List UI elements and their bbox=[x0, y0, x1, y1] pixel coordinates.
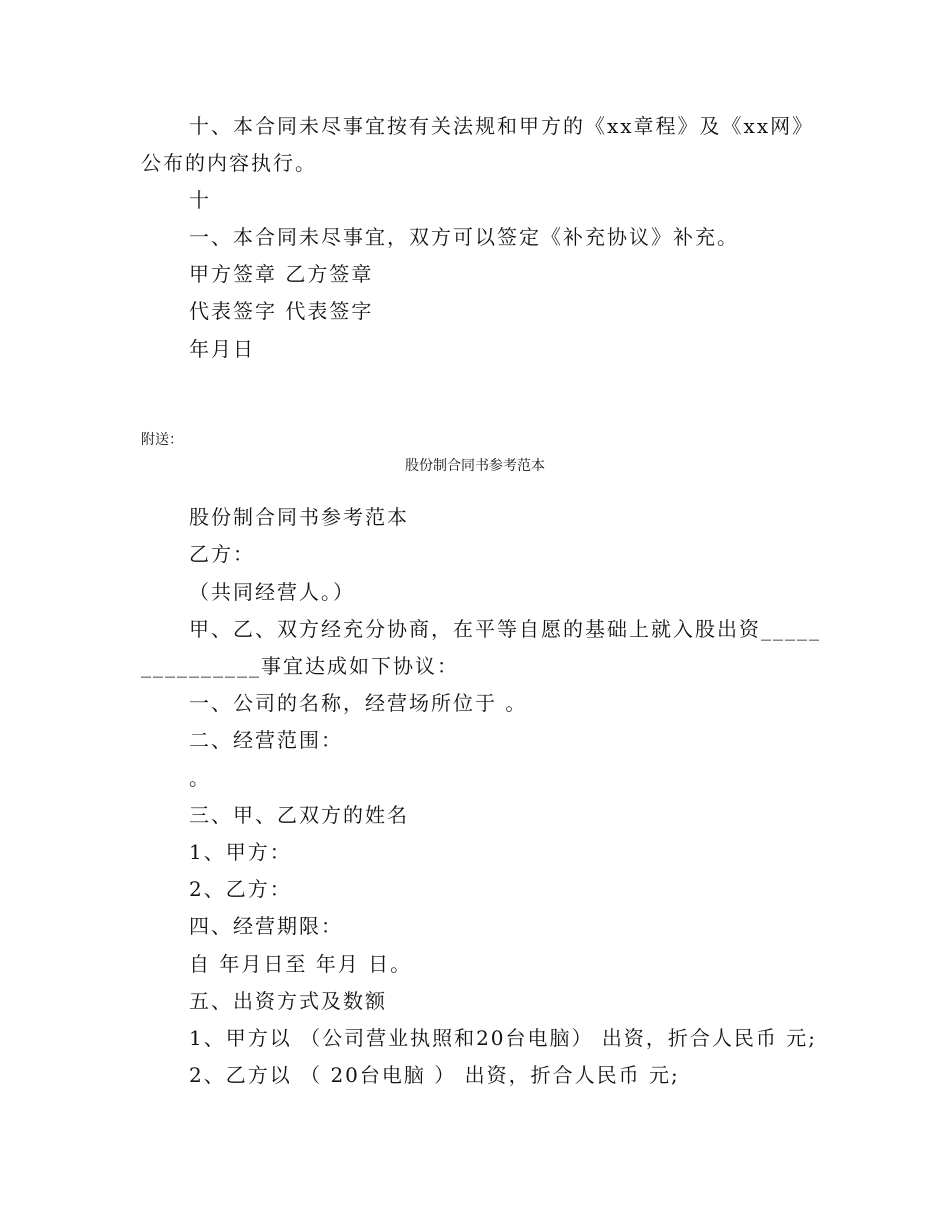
signature-date: 年月日 bbox=[189, 337, 255, 361]
article-4-term: 四、经营期限： bbox=[189, 914, 343, 938]
party-b-contribution: 2、乙方以 （ 20台电脑 ） 出资，折合人民币 元; bbox=[189, 1063, 680, 1087]
clause-10-line-1: 十、本合同未尽事宜按有关法规和甲方的《xx章程》及《xx网》 bbox=[189, 114, 815, 138]
party-b-label: 乙方： bbox=[189, 542, 255, 566]
article-3-names: 三、甲、乙双方的姓名 bbox=[189, 803, 409, 827]
clause-10-line-2: 公布的内容执行。 bbox=[141, 151, 317, 175]
party-b-name: 2、乙方： bbox=[189, 877, 292, 901]
signature-representatives: 代表签字 代表签字 bbox=[189, 299, 374, 323]
appendix-label: 附送： bbox=[141, 432, 183, 448]
agreement-preamble-line-2: __________事宜达成如下协议： bbox=[141, 654, 459, 678]
party-a-contribution: 1、甲方以 （公司营业执照和20台电脑） 出资，折合人民币 元; bbox=[189, 1026, 817, 1050]
article-2-scope-end: 。 bbox=[189, 766, 211, 790]
article-1-company-name: 一、公司的名称，经营场所位于 。 bbox=[189, 691, 528, 715]
term-dates: 自 年月日至 年月 日。 bbox=[189, 952, 413, 976]
article-2-business-scope: 二、经营范围： bbox=[189, 728, 343, 752]
article-5-contribution: 五、出资方式及数额 bbox=[189, 989, 387, 1013]
signature-seals: 甲方签章 乙方签章 bbox=[189, 262, 374, 286]
clause-11-text: 一、本合同未尽事宜，双方可以签定《补充协议》补充。 bbox=[189, 225, 739, 249]
agreement-preamble-line-1: 甲、乙、双方经充分协商，在平等自愿的基础上就入股出资_____ bbox=[189, 617, 821, 641]
contract-heading: 股份制合同书参考范本 bbox=[189, 505, 409, 529]
clause-11-number: 十 bbox=[189, 188, 211, 212]
party-a-name: 1、甲方： bbox=[189, 840, 292, 864]
appendix-title: 股份制合同书参考范本 bbox=[405, 458, 545, 474]
co-operator-note: （共同经营人。） bbox=[189, 580, 355, 604]
